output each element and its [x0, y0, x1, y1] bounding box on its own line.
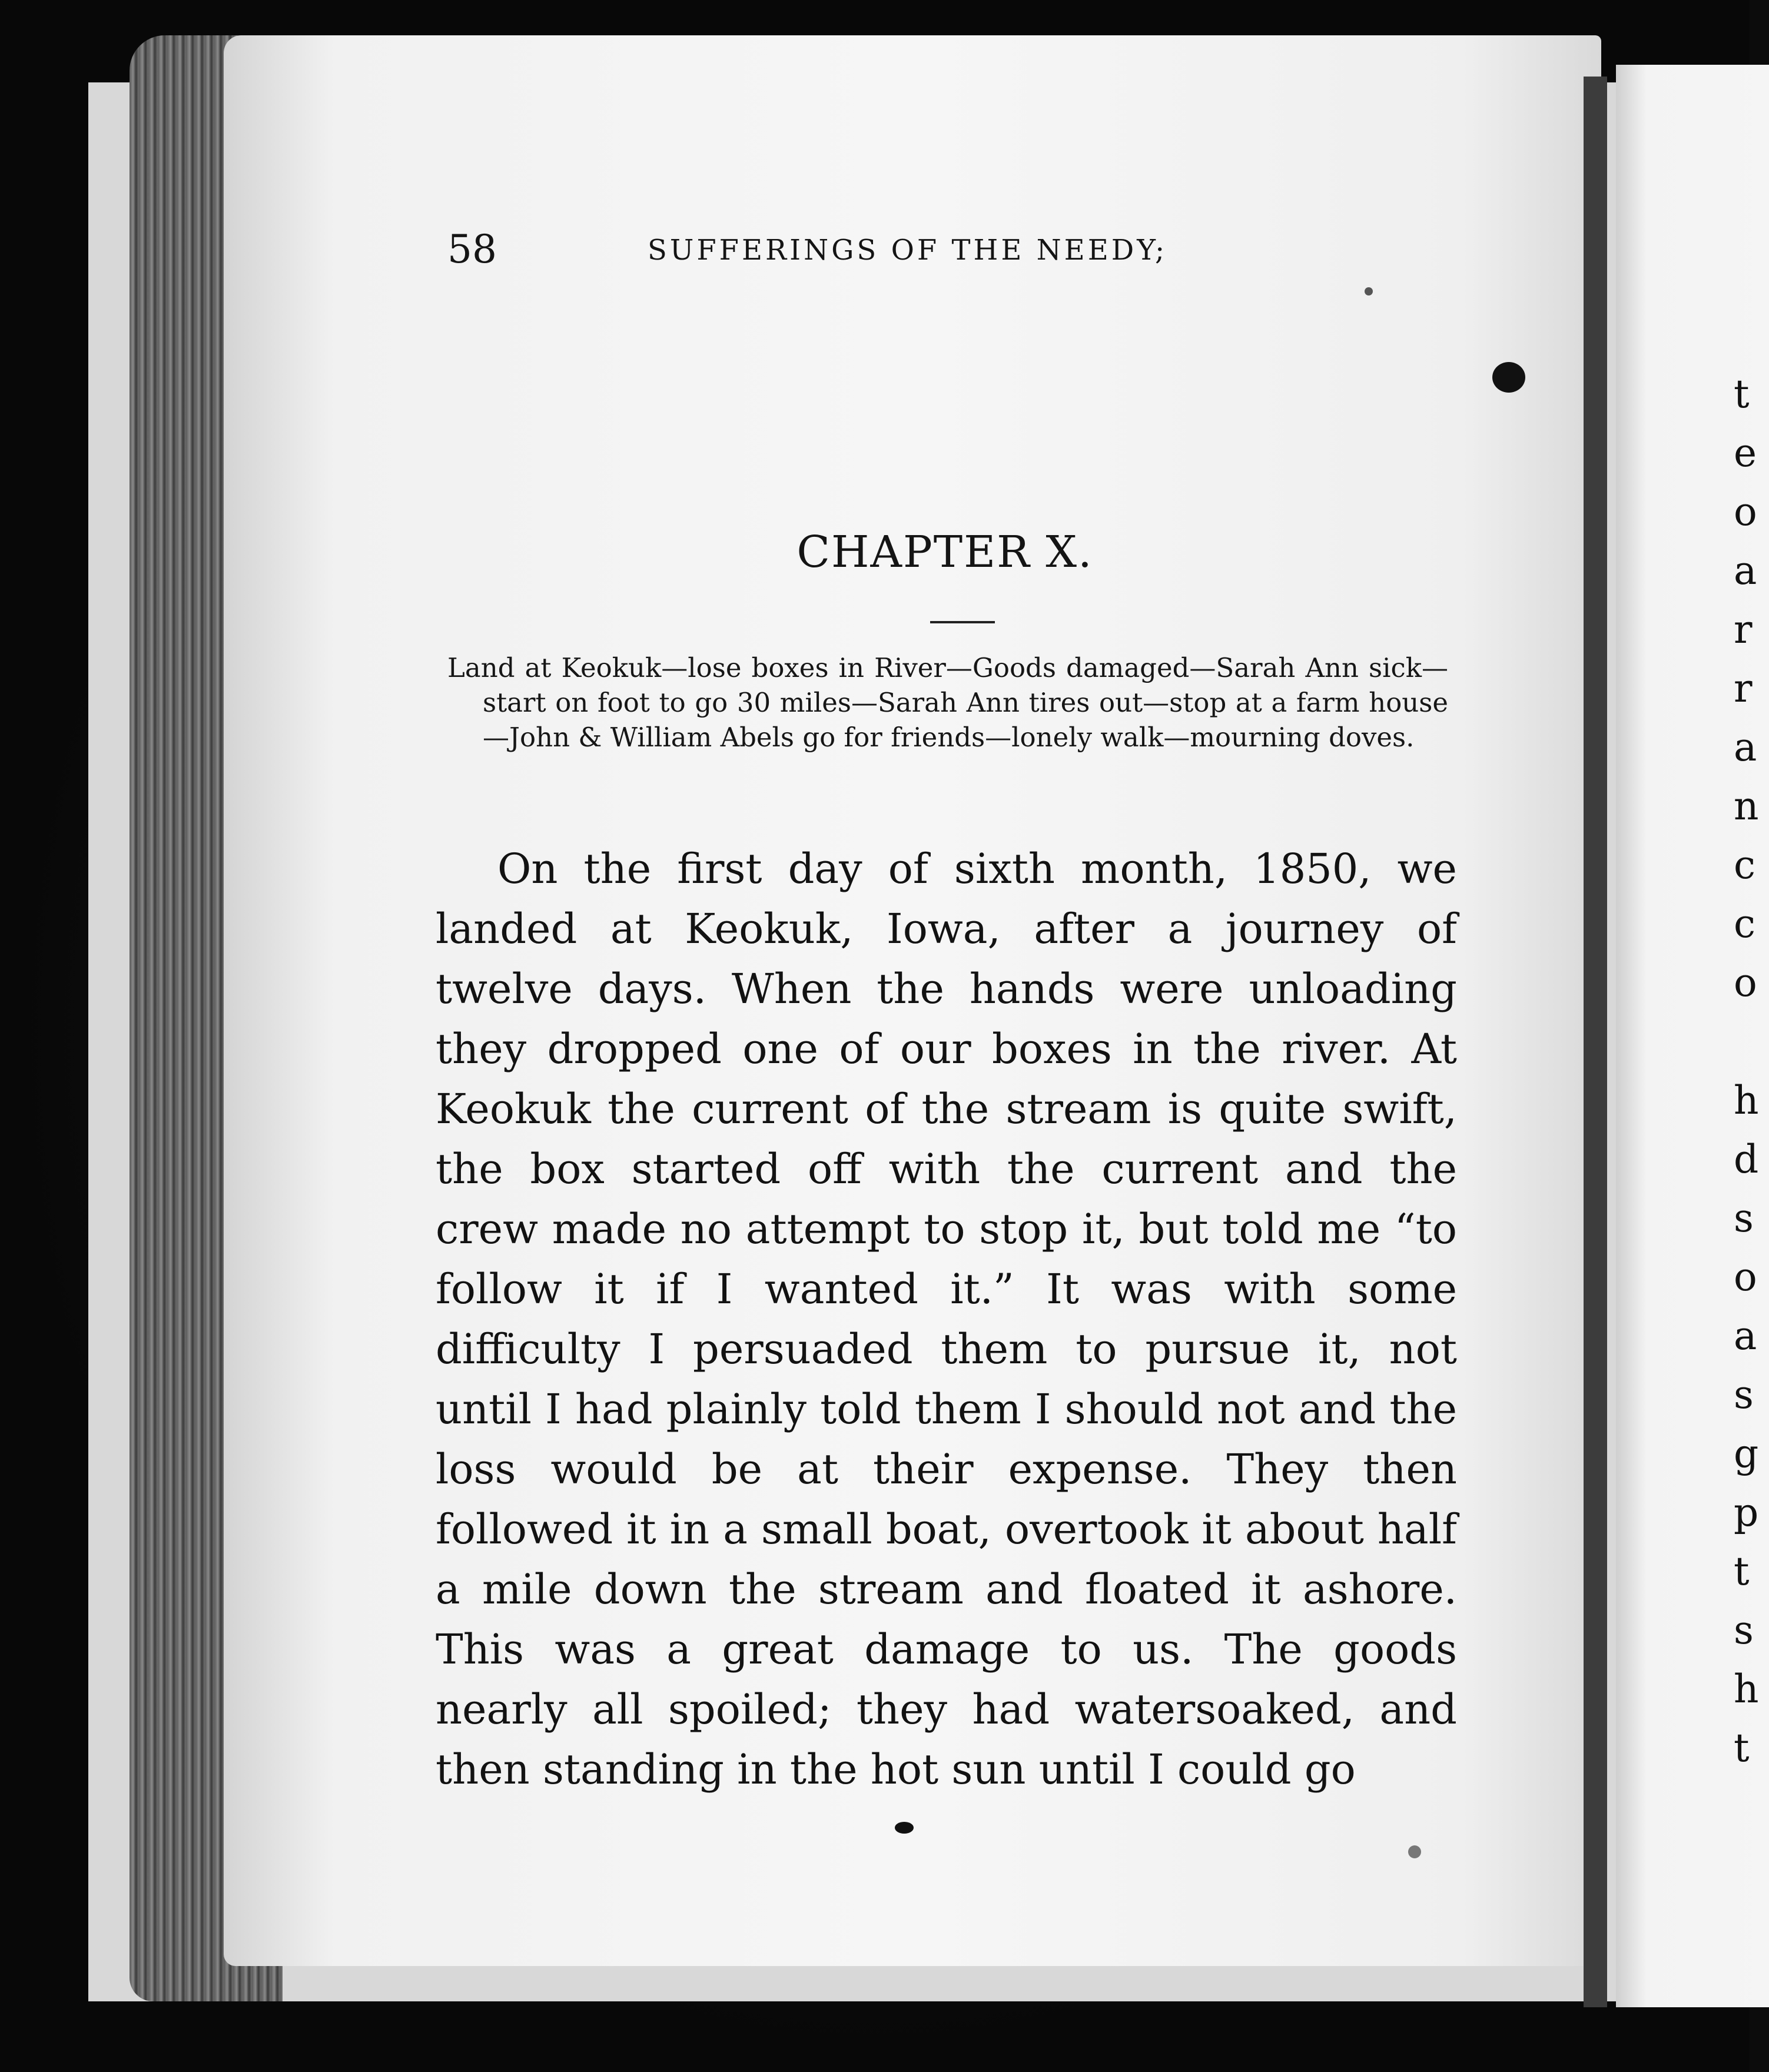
ink-spot: [895, 1822, 914, 1834]
facing-page-letter: c: [1734, 901, 1755, 947]
facing-page-letter: h: [1734, 1666, 1759, 1712]
page-number: 58: [447, 227, 497, 272]
facing-page-letter: s: [1734, 1196, 1754, 1241]
facing-page-letter: e: [1734, 430, 1757, 476]
ink-spot: [1492, 362, 1525, 393]
chapter-title: CHAPTER X.: [796, 527, 1093, 577]
facing-page-letter: g: [1734, 1431, 1759, 1476]
facing-page-letter: h: [1734, 1078, 1759, 1123]
facing-page-letter: p: [1734, 1490, 1759, 1535]
facing-page-letter: t: [1734, 1549, 1750, 1594]
facing-page-letter: o: [1734, 489, 1757, 534]
line-gap: [1734, 1012, 1769, 1071]
gutter-shadow: [1584, 77, 1607, 2007]
facing-page-letter: t: [1734, 1725, 1750, 1771]
facing-page-letter: r: [1734, 666, 1753, 711]
facing-page-letter: a: [1734, 725, 1757, 770]
facing-page-letter: s: [1734, 1608, 1754, 1653]
facing-page-edge-text: [1734, 365, 1769, 1778]
title-rule: [930, 621, 995, 623]
facing-page-letter: d: [1734, 1137, 1759, 1182]
facing-page-letter: a: [1734, 548, 1757, 593]
facing-page-letter: r: [1734, 607, 1753, 652]
ink-spot: [1408, 1845, 1421, 1858]
page-header: [447, 227, 1295, 280]
running-head: SUFFERINGS OF THE NEEDY;: [648, 234, 1168, 267]
facing-page-letter: o: [1734, 960, 1757, 1005]
facing-page-letter: c: [1734, 842, 1755, 888]
facing-page-letter: a: [1734, 1313, 1757, 1359]
facing-page-letter: s: [1734, 1372, 1754, 1417]
facing-page-letter: o: [1734, 1254, 1757, 1300]
facing-page-letter: t: [1734, 371, 1750, 417]
facing-page-letter: n: [1734, 783, 1759, 829]
body-paragraph: On the first day of sixth month, 1850, we landed at Keokuk, Iowa, after a journey of twelve days. When the hands were unloading they dropped one of our boxes in the river. At Keokuk the current of the stream is quite swift, the box started off with the current and the crew made no attempt to stop it, but told me “to follow it if I wanted it.” It was with some difficulty I persuaded them to pursue it, not until I had plainly told them I should not and the loss would be at their expense. They then followed it in a small boat, overtook it about half a mile down the stream and floated it ashore. This was a great damage to us. The goods nearly all spoiled; they had watersoaked, and then standing in the hot sun until I could go: [436, 845, 1457, 1794]
ink-spot: [1365, 287, 1373, 295]
chapter-synopsis: Land at Keokuk—lose boxes in River—Goods damaged—Sarah Ann sick—start on foot to go 30 miles—Sarah Ann tires out—stop at a farm house—John & William Abels go for friends—lonely walk—mourning doves.: [447, 652, 1448, 753]
